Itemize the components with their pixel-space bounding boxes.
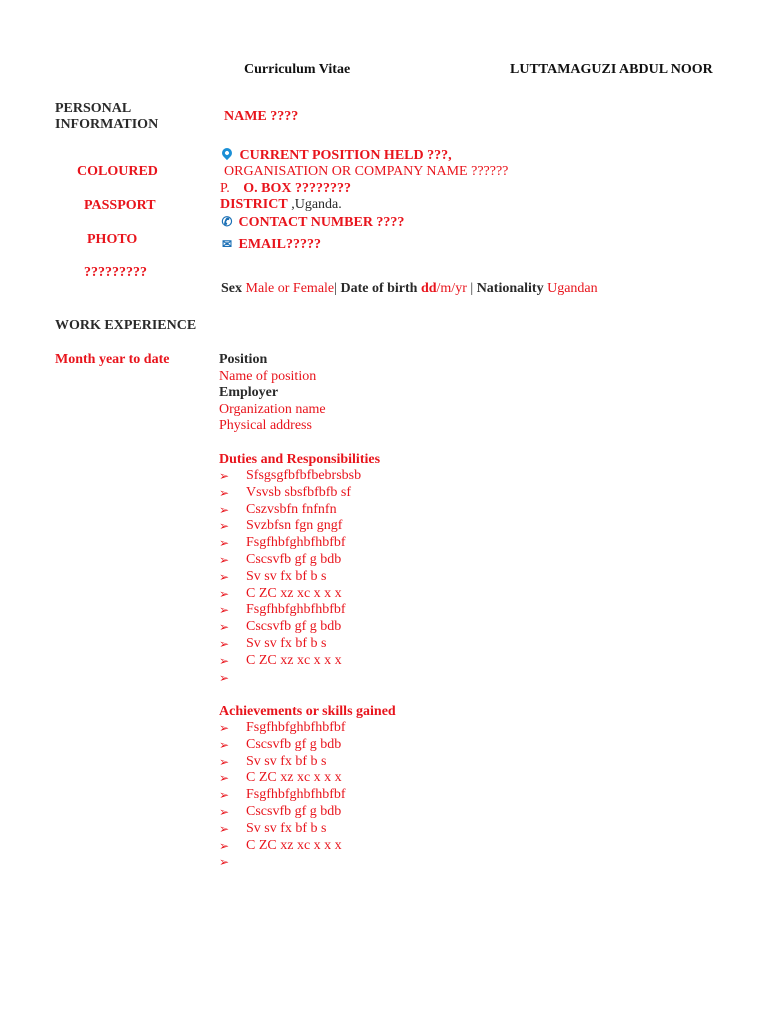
list-item bbox=[219, 821, 519, 838]
list-item bbox=[219, 854, 519, 871]
list-item-text: Fsgfhbfghbfhbfbf bbox=[246, 535, 346, 551]
list-item-text: Fsgfhbfghbfhbfbf bbox=[246, 720, 346, 735]
arrowhead-bullet-icon: ➢ bbox=[219, 788, 230, 803]
nationality-value: Ugandan bbox=[543, 281, 598, 296]
list-item-text: Vsvsb sbsfbfbfb sf bbox=[246, 484, 351, 500]
contact-number: CONTACT NUMBER ???? bbox=[238, 215, 405, 230]
po-prefix: P. bbox=[220, 181, 230, 196]
arrowhead-bullet-icon: ➢ bbox=[219, 737, 230, 752]
header-name: LUTTAMAGUZI ABDUL NOOR bbox=[510, 62, 713, 77]
sex-value: Male or Female bbox=[242, 281, 335, 296]
arrowhead-bullet-icon: ➢ bbox=[219, 721, 230, 735]
list-item bbox=[219, 804, 519, 821]
contact-line bbox=[219, 214, 404, 231]
list-item-text: Svzbfsn fgn gngf bbox=[246, 518, 343, 534]
list-item-text: Sv sv fx bf b s bbox=[246, 820, 327, 836]
district-line bbox=[220, 197, 342, 213]
arrowhead-bullet-icon: ➢ bbox=[219, 620, 230, 635]
location-pin-icon bbox=[220, 146, 234, 160]
work-date: Month year to date bbox=[55, 352, 170, 367]
phone-icon: ✆ bbox=[221, 214, 233, 229]
list-item bbox=[219, 535, 519, 552]
physical-address: Physical address bbox=[219, 418, 312, 433]
list-item bbox=[219, 720, 519, 737]
duties-heading: Duties and Responsibilities bbox=[219, 452, 381, 467]
list-item-text: Sv sv fx bf b s bbox=[246, 753, 327, 769]
list-item bbox=[219, 754, 519, 771]
list-item-text: Fsgfhbfghbfhbfbf bbox=[246, 602, 346, 618]
duties-list bbox=[219, 468, 519, 686]
document-title: Curriculum Vitae bbox=[244, 62, 351, 77]
list-item bbox=[219, 485, 519, 502]
employer-label: Employer bbox=[219, 385, 279, 400]
arrowhead-bullet-icon: ➢ bbox=[219, 502, 230, 517]
po-box: O. BOX ???????? bbox=[243, 181, 351, 196]
arrowhead-bullet-icon: ➢ bbox=[219, 653, 230, 668]
arrowhead-bullet-icon: ➢ bbox=[219, 804, 230, 819]
organisation-name: ORGANISATION OR COMPANY NAME ?????? bbox=[224, 164, 509, 179]
list-item-text: Cscsvfb gf g bdb bbox=[246, 619, 342, 635]
list-item bbox=[219, 586, 519, 603]
organization-name: Organization name bbox=[219, 402, 326, 417]
achievements-list bbox=[219, 720, 519, 871]
arrowhead-bullet-icon: ➢ bbox=[219, 519, 230, 534]
arrowhead-bullet-icon: ➢ bbox=[219, 670, 230, 685]
list-item bbox=[219, 770, 519, 787]
photo-placeholder-line-1: COLOURED bbox=[77, 164, 158, 179]
photo-placeholder-line-3: PHOTO bbox=[87, 232, 138, 247]
list-item-text: Cszvsbfn fnfnfn bbox=[246, 501, 337, 517]
arrowhead-bullet-icon: ➢ bbox=[219, 569, 230, 584]
list-item-text: Sfsgsgfbfbfbebrsbsb bbox=[246, 468, 362, 483]
arrowhead-bullet-icon: ➢ bbox=[219, 485, 230, 500]
section-personal-label-1: PERSONAL bbox=[55, 101, 132, 116]
personal-name: NAME ???? bbox=[224, 109, 299, 124]
demographics-line bbox=[221, 281, 598, 297]
list-item bbox=[219, 670, 519, 687]
position-value: Name of position bbox=[219, 369, 317, 384]
current-position: CURRENT POSITION HELD ???, bbox=[239, 148, 452, 163]
list-item bbox=[219, 636, 519, 653]
envelope-icon: ✉ bbox=[221, 237, 233, 251]
list-item bbox=[219, 619, 519, 636]
po-box-line bbox=[220, 181, 351, 197]
nationality-label: Nationality bbox=[476, 281, 544, 296]
dob-rest: /m/yr bbox=[436, 281, 467, 296]
sex-label: Sex bbox=[221, 281, 242, 296]
list-item bbox=[219, 502, 519, 519]
list-item-text: C ZC xz xc x x x bbox=[246, 837, 342, 853]
arrowhead-bullet-icon: ➢ bbox=[219, 754, 230, 769]
achievements-heading: Achievements or skills gained bbox=[219, 704, 396, 719]
arrowhead-bullet-icon: ➢ bbox=[219, 636, 230, 651]
list-item bbox=[219, 838, 519, 855]
list-item-text: C ZC xz xc x x x bbox=[246, 770, 342, 786]
list-item bbox=[219, 787, 519, 804]
email-line bbox=[219, 236, 321, 253]
list-item bbox=[219, 518, 519, 535]
photo-placeholder-line-4: ????????? bbox=[84, 265, 147, 280]
section-work-heading: WORK EXPERIENCE bbox=[55, 318, 197, 333]
list-item-text: Cscsvfb gf g bdb bbox=[246, 736, 342, 752]
list-item-text: Cscsvfb gf g bdb bbox=[246, 803, 342, 819]
list-item-text: Fsgfhbfghbfhbfbf bbox=[246, 787, 346, 803]
current-position-line bbox=[219, 148, 452, 164]
arrowhead-bullet-icon: ➢ bbox=[219, 586, 230, 601]
list-item bbox=[219, 569, 519, 586]
district-label: DISTRICT bbox=[220, 197, 288, 212]
list-item bbox=[219, 602, 519, 619]
separator: | bbox=[466, 281, 477, 296]
arrowhead-bullet-icon: ➢ bbox=[219, 821, 230, 836]
list-item bbox=[219, 468, 519, 485]
district-value: ,Uganda. bbox=[287, 197, 342, 212]
list-item-text: Sv sv fx bf b s bbox=[246, 635, 327, 651]
list-item-text: C ZC xz xc x x x bbox=[246, 585, 342, 601]
dob-day: dd bbox=[420, 281, 437, 296]
list-item-text: C ZC xz xc x x x bbox=[246, 652, 342, 668]
arrowhead-bullet-icon: ➢ bbox=[219, 552, 230, 567]
section-personal-label-2: INFORMATION bbox=[55, 117, 159, 132]
arrowhead-bullet-icon: ➢ bbox=[219, 855, 230, 870]
separator: | bbox=[334, 281, 341, 296]
arrowhead-bullet-icon: ➢ bbox=[219, 536, 230, 551]
email: EMAIL????? bbox=[238, 237, 321, 252]
arrowhead-bullet-icon: ➢ bbox=[219, 838, 230, 853]
dob-label: Date of birth bbox=[340, 281, 421, 296]
list-item-text: Sv sv fx bf b s bbox=[246, 568, 327, 584]
list-item bbox=[219, 653, 519, 670]
arrowhead-bullet-icon: ➢ bbox=[219, 603, 230, 618]
list-item-text: Cscsvfb gf g bdb bbox=[246, 551, 342, 567]
photo-placeholder-line-2: PASSPORT bbox=[84, 198, 156, 213]
list-item bbox=[219, 737, 519, 754]
position-label: Position bbox=[219, 352, 268, 367]
list-item bbox=[219, 552, 519, 569]
arrowhead-bullet-icon: ➢ bbox=[219, 469, 230, 483]
arrowhead-bullet-icon: ➢ bbox=[219, 771, 230, 786]
